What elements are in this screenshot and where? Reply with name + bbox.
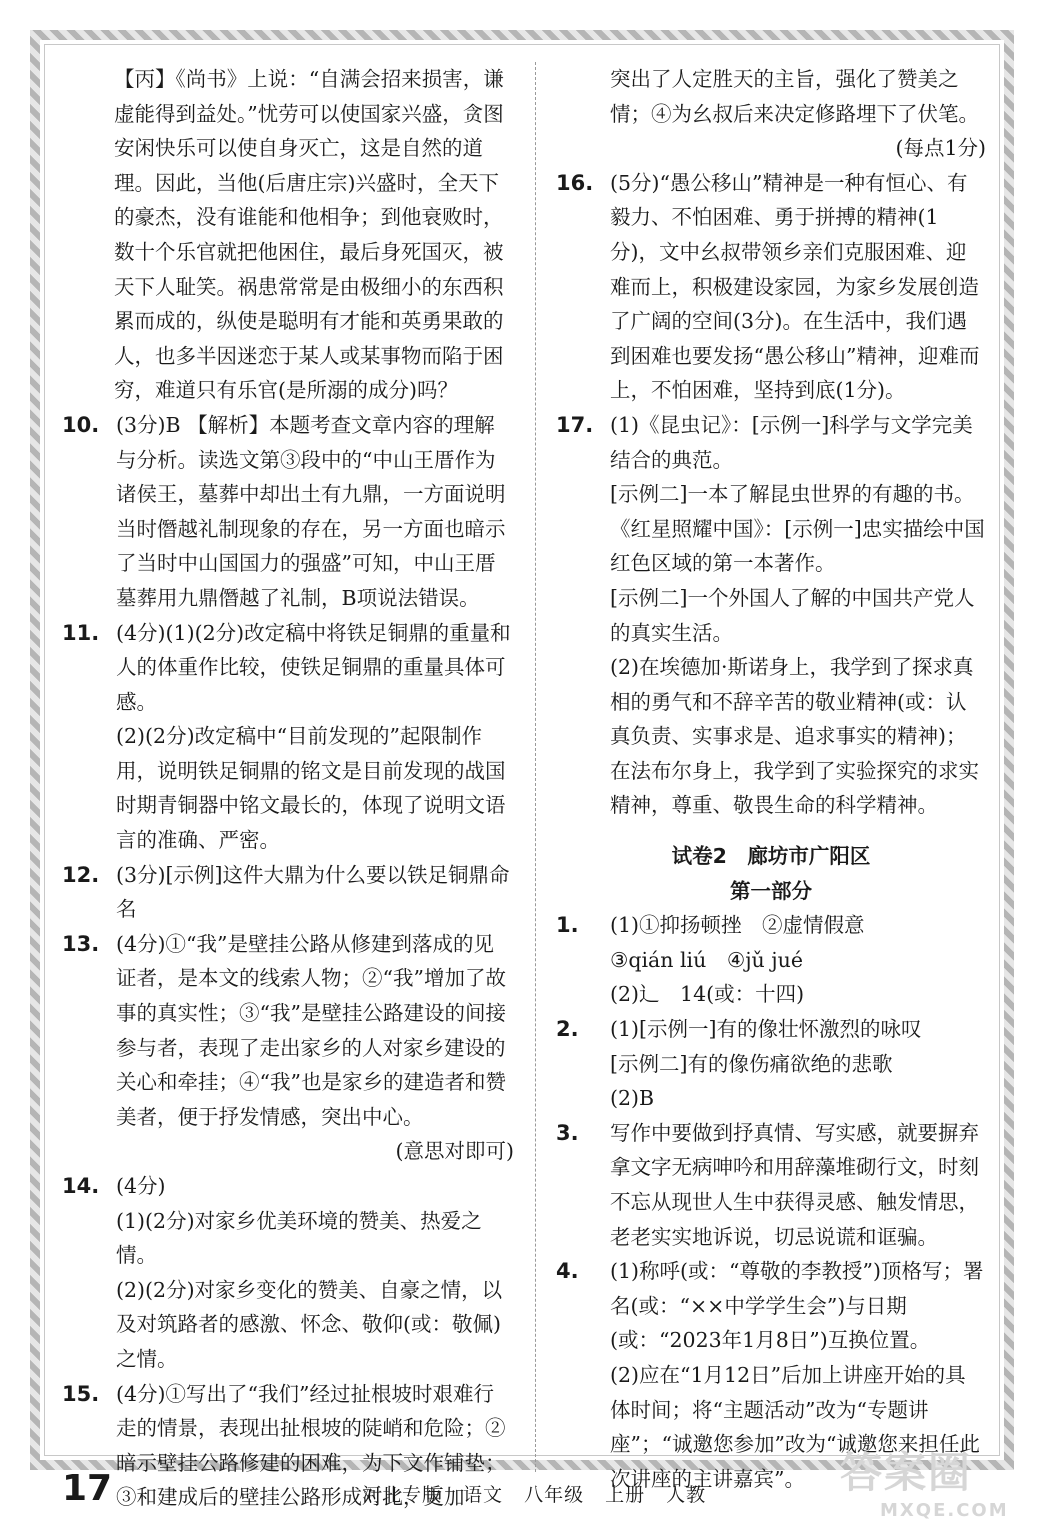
answer-3 [556, 1116, 986, 1254]
answer-text: (4分)①写出了“我们”经过扯根坡时艰难行走的情景，表现出扯根坡的陡峭和危险；②暗示壁挂公路修建的困难，为下文作铺垫；③和建成后的壁挂公路形成对比，更加 [116, 1381, 506, 1510]
answer-text: (3分)[示例]这件大鼎为什么要以铁足铜鼎命名 [116, 862, 510, 922]
answer-line: 《红星照耀中国》：[示例一]忠实描绘中国红色区域的第一本著作。 [610, 516, 985, 576]
page-number: 17 [62, 1468, 113, 1509]
answer-line: (2)B [610, 1086, 655, 1111]
answer-line: (2)辶 14(或：十四) [610, 982, 805, 1007]
answer-text: (1)①抑扬顿挫 ②虚情假意 [610, 913, 865, 938]
passage-bing: 【丙】《尚书》上说：“自满会招来损害，谦虚能得到益处。”忧劳可以使国家兴盛，贪图安闲快乐可以使自身灭亡，这是自然的道理。因此，当他(后唐庄宗)兴盛时，全天下的豪杰，没有谁能和他相争；到他衰败时，数十个乐官就把他困住，最后身死国灭，被天下人耻笑。祸患常常是由极细小的东西积累而成的，纵使是聪明有才能和英勇果敢的人，也多半因迷恋于某人或某事物而陷于困穷，难道只有乐官(是所溺的成分)吗？ [114, 67, 504, 403]
question-number: 10. [62, 412, 100, 437]
question-number: 4. [556, 1259, 579, 1284]
answer-text: (1)[示例一]有的像壮怀激烈的咏叹 [610, 1017, 922, 1042]
column-divider [535, 62, 536, 1472]
watermark-logo: 答案圈 [840, 1448, 973, 1497]
answer-sub: (2)(2分)对家乡变化的赞美、自豪之情，以及对筑路者的感激、怀念、敬仰(或：敬佩)之情。 [116, 1277, 503, 1371]
question-number: 2. [556, 1017, 579, 1042]
answer-line: [示例二]有的像伤痛欲绝的悲歌 [610, 1051, 893, 1076]
answer-1 [556, 908, 986, 1012]
answer-12 [62, 858, 514, 927]
question-number: 1. [556, 913, 579, 938]
part-title: 第一部分 [730, 878, 812, 903]
left-column [62, 62, 514, 1515]
answer-text: (4分)(1)(2分)改定稿中将铁足铜鼎的重量和人的体重作比较，使铁足铜鼎的重量具体可感。 [116, 620, 511, 714]
answer-14 [62, 1169, 514, 1377]
watermark [840, 1440, 1030, 1520]
answer-line: (2)在埃德加·斯诺身上，我学到了探求真相的勇气和不辞辛苦的敬业精神(或：认真负责、实事求是、追求事实的精神)；在法布尔身上，我学到了实验探究的求实精神，尊重、敬畏生命的科学精神。 [610, 655, 979, 818]
question-number: 11. [62, 620, 100, 645]
answer-15-continued [556, 62, 986, 166]
question-number: 16. [556, 170, 594, 195]
answer-17 [556, 408, 986, 823]
question-number: 3. [556, 1120, 579, 1145]
answer-sub: (2)(2分)改定稿中“目前发现的”起限制作用，说明铁足铜鼎的铭文是目前发现的战国时期青铜器中铭文最长的，体现了说明文语言的准确、严密。 [116, 724, 506, 853]
answer-sub: (1)(2分)对家乡优美环境的赞美、热爱之情。 [116, 1208, 482, 1268]
question-number: 15. [62, 1381, 100, 1406]
answer-11 [62, 616, 514, 858]
question-number: 14. [62, 1174, 100, 1198]
answer-text: (4分) [116, 1174, 166, 1198]
answer-text: 突出了人定胜天的主旨，强化了赞美之情；④为幺叔后来决定修路埋下了伏笔。 [610, 67, 979, 126]
answer-10 [62, 408, 514, 616]
answer-text: (3分)B 【解析】本题考查文章内容的理解与分析。读选文第③段中的“中山王厝作为诸侯王，墓葬中却出土有九鼎，一方面说明当时僭越礼制现象的存在，另一方面也暗示了当时中山国国力的强盛”可知，中山王厝墓葬用九鼎僭越了礼制，B项说法错误。 [116, 412, 506, 610]
right-column [556, 62, 986, 1496]
answer-text: (4分)①“我”是壁挂公路从修建到落成的见证者，是本文的线索人物；②“我”增加了故事的真实性；③“我”是壁挂公路建设的间接参与者，表现了走出家乡的人对家乡建设的关心和牵挂；④“我”也是家乡的建造者和赞美者，便于抒发情感，突出中心。 [116, 931, 506, 1129]
answer-text: (1)《昆虫记》：[示例一]科学与文学完美结合的典范。 [610, 412, 973, 472]
answer-16 [556, 166, 986, 408]
answer-13 [62, 927, 514, 1169]
answer-text: (5分)“愚公移山”精神是一种有恒心、有毅力、不怕困难、勇于拼搏的精神(1分)，文中幺叔带领乡亲们克服困难、迎难而上，积极建设家园，为家乡发展创造了广阔的空间(3分)。在生活中，我们遇到困难也要发扬“愚公移山”精神，迎难而上，不怕困难，坚持到底(1分)。 [610, 170, 980, 403]
edition-info: 河北专版 语文 八年级 上册 人教 [362, 1484, 707, 1506]
answer-text: 写作中要做到抒真情、写实感，就要摒弃拿文字无病呻吟和用辞藻堆砌行文，时刻不忘从现世人生中获得灵感、触发情思，老老实实地诉说，切忌说谎和诓骗。 [610, 1120, 979, 1249]
answer-line: ③qián liú ④jǔ jué [610, 947, 803, 972]
answer-note: (意思对即可) [395, 1139, 514, 1164]
answer-line: [示例二]一个外国人了解的中国共产党人的真实生活。 [610, 585, 975, 645]
answer-sub: (2)应在“1月12日”后加上讲座开始的具体时间；将“主题活动”改为“专题讲座”；“诚邀您参加”改为“诚邀您来担任此次讲座的主讲嘉宾”。 [610, 1362, 980, 1491]
section-title: 试卷2 廊坊市广阳区 [671, 844, 871, 869]
answer-text: (1)称呼(或：“尊敬的李教授”)顶格写；署名(或：“××中学学生会”)与日期(或：“2023年1月8日”)互换位置。 [610, 1259, 984, 1353]
watermark-url: MXQE.COM [880, 1500, 1009, 1521]
question-number: 12. [62, 862, 100, 887]
question-number: 17. [556, 412, 594, 437]
answer-note: (每点1分) [895, 136, 986, 161]
answer-line: [示例二]一本了解昆虫世界的有趣的书。 [610, 482, 975, 507]
answer-2 [556, 1012, 986, 1116]
question-number: 13. [62, 931, 100, 956]
